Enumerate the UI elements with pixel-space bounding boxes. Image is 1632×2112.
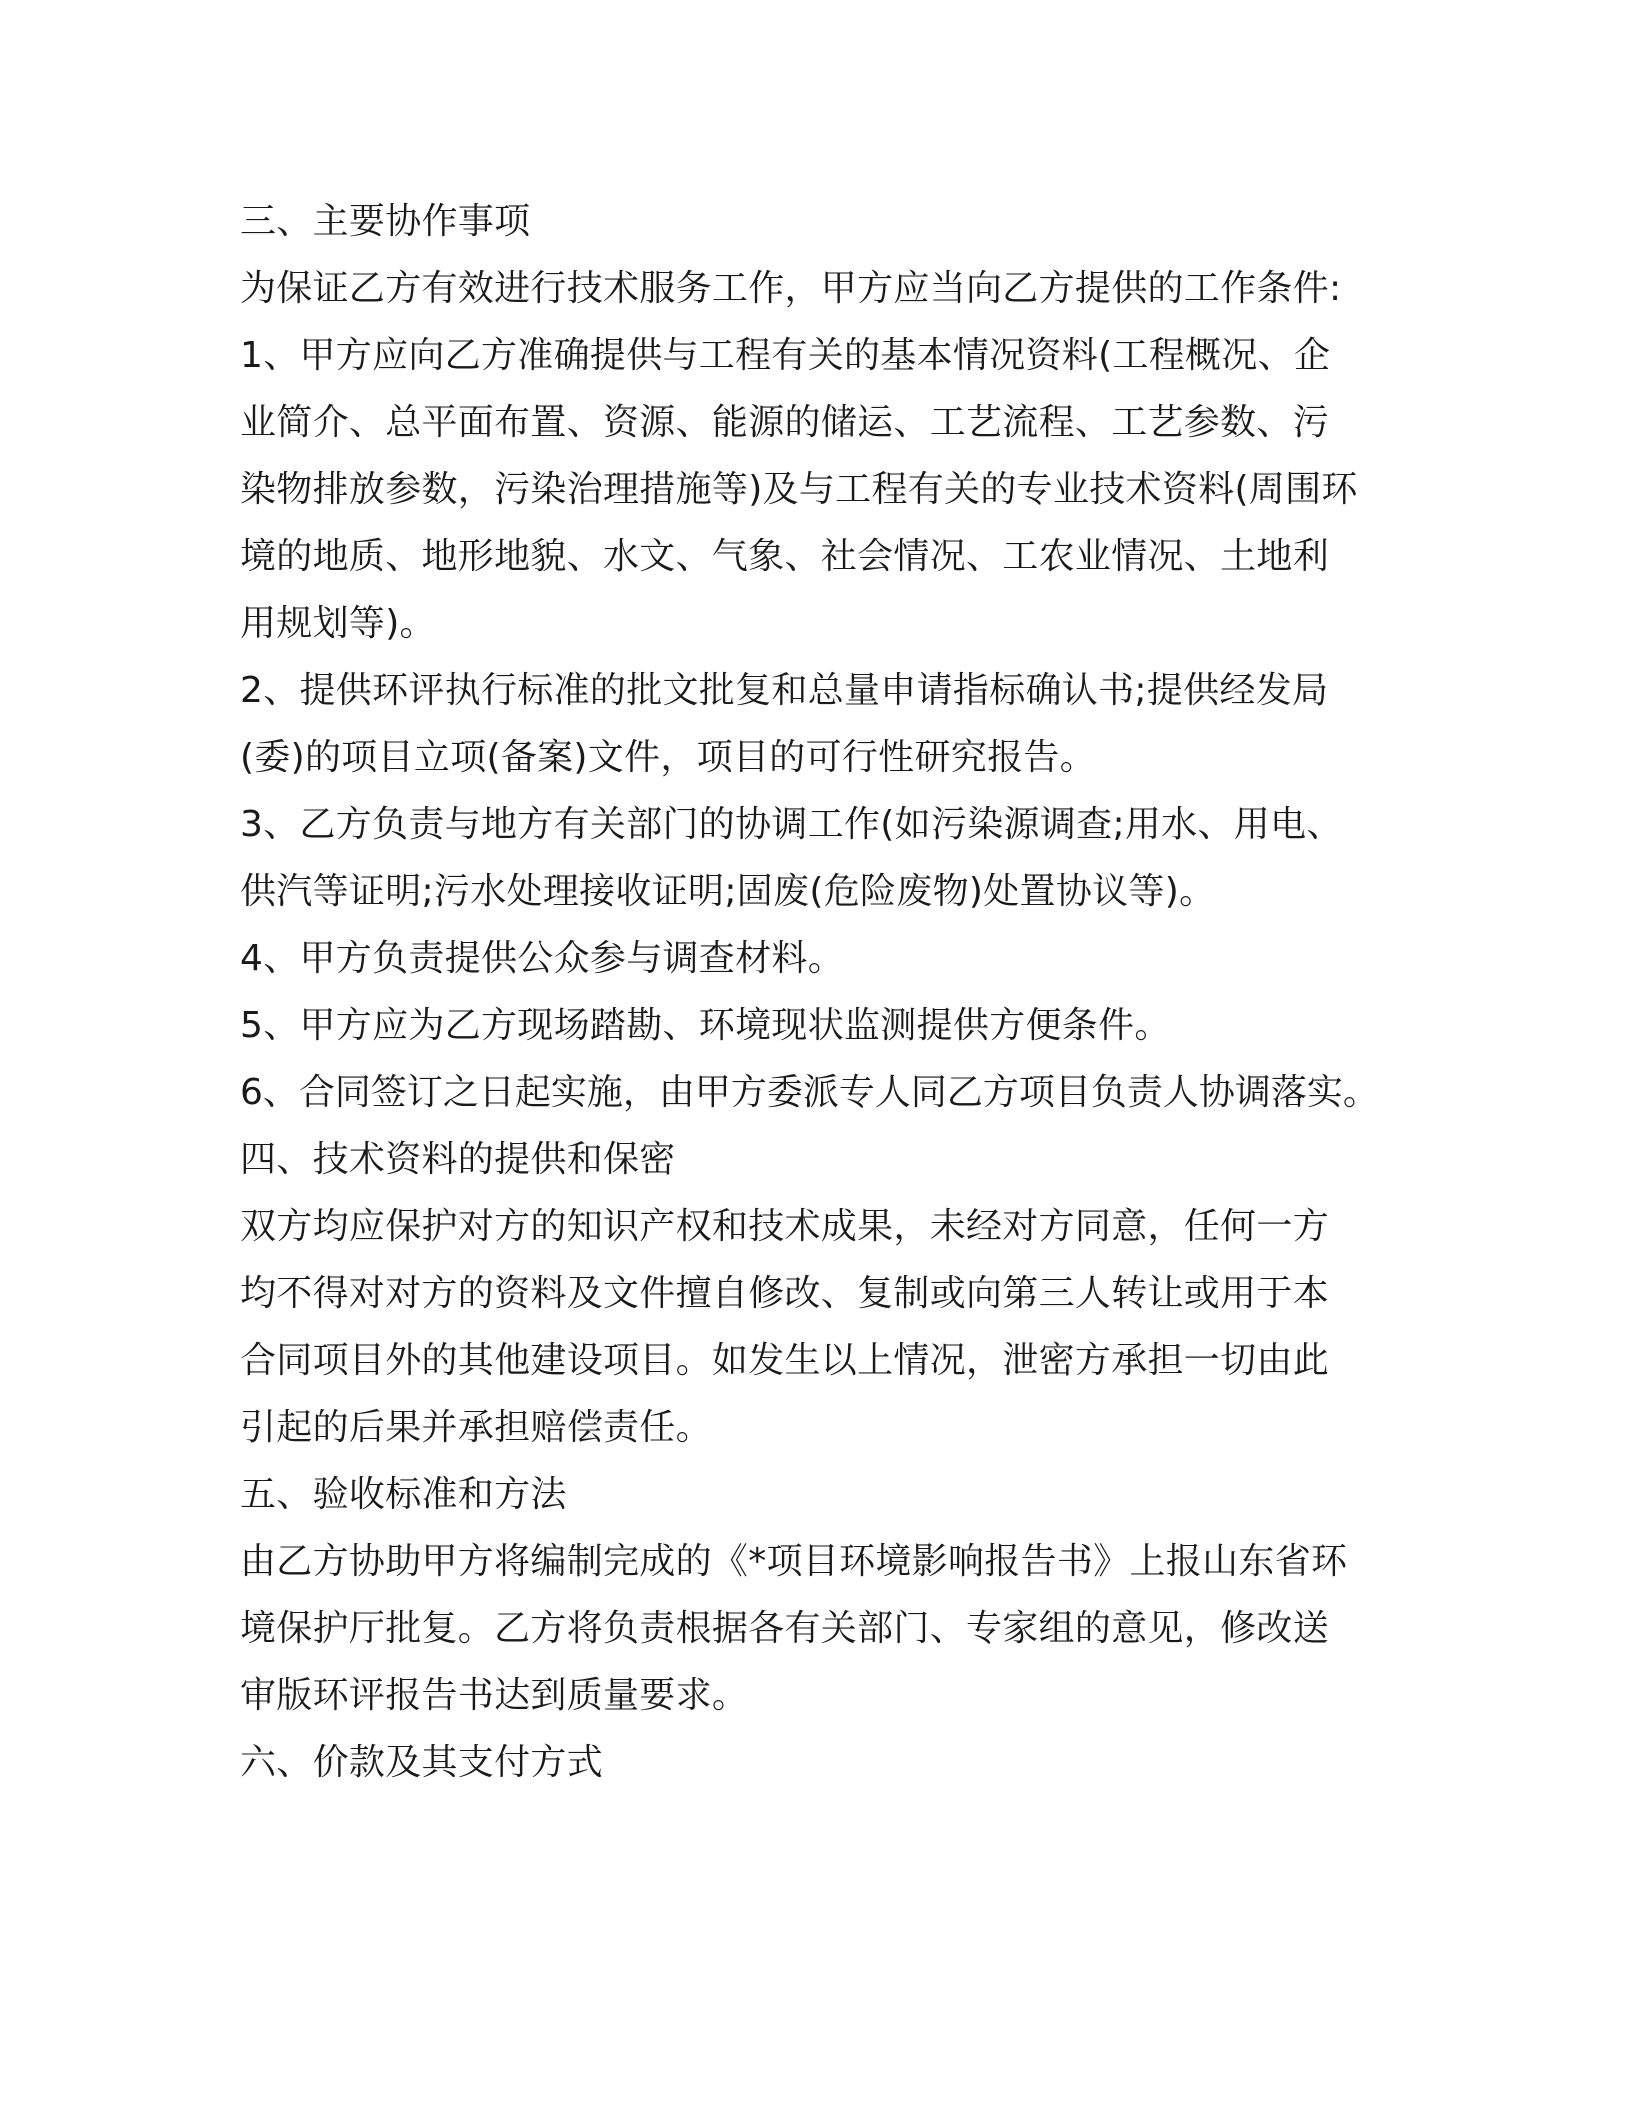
paragraph-line: 双方均应保护对方的知识产权和技术成果，未经对方同意，任何一方 <box>240 1206 1330 1247</box>
list-item-5: 5、甲方应为乙方现场踏勘、环境现状监测提供方便条件。 <box>240 1005 1171 1046</box>
list-item-6: 6、合同签订之日起实施，由甲方委派专人同乙方项目负责人协调落实。 <box>240 1072 1379 1113</box>
paragraph-line: 用规划等)。 <box>240 603 436 644</box>
section-heading-3: 三、主要协作事项 <box>240 201 531 242</box>
list-item-1: 1、甲方应向乙方准确提供与工程有关的基本情况资料(工程概况、企 <box>240 335 1331 376</box>
list-item-2: 2、提供环评执行标准的批文批复和总量申请指标确认书;提供经发局 <box>240 670 1329 711</box>
paragraph-line: 审版环评报告书达到质量要求。 <box>240 1675 749 1716</box>
section-heading-4: 四、技术资料的提供和保密 <box>240 1139 676 1180</box>
document-body <box>240 188 1420 1796</box>
paragraph-line: 业简介、总平面布置、资源、能源的储运、工艺流程、工艺参数、污 <box>240 402 1330 443</box>
paragraph-line: 为保证乙方有效进行技术服务工作，甲方应当向乙方提供的工作条件: <box>240 268 1342 309</box>
paragraph-line: 均不得对对方的资料及文件擅自修改、复制或向第三人转让或用于本 <box>240 1273 1330 1314</box>
paragraph-line: 引起的后果并承担赔偿责任。 <box>240 1407 712 1448</box>
list-item-3: 3、乙方负责与地方有关部门的协调工作(如污染源调查;用水、用电、 <box>240 804 1343 845</box>
list-item-4: 4、甲方负责提供公众参与调查材料。 <box>240 938 845 979</box>
paragraph-line: 由乙方协助甲方将编制完成的《*项目环境影响报告书》上报山东省环 <box>240 1541 1348 1582</box>
paragraph-line: 境的地质、地形地貌、水文、气象、社会情况、工农业情况、土地利 <box>240 536 1330 577</box>
paragraph-line: (委)的项目立项(备案)文件，项目的可行性研究报告。 <box>240 737 1096 778</box>
paragraph-line: 供汽等证明;污水处理接收证明;固废(危险废物)处置协议等)。 <box>240 871 1216 912</box>
section-heading-6: 六、价款及其支付方式 <box>240 1742 604 1783</box>
paragraph-line: 合同项目外的其他建设项目。如发生以上情况，泄密方承担一切由此 <box>240 1340 1330 1381</box>
paragraph-line: 境保护厅批复。乙方将负责根据各有关部门、专家组的意见，修改送 <box>240 1608 1330 1649</box>
paragraph-line: 染物排放参数，污染治理措施等)及与工程有关的专业技术资料(周围环 <box>240 469 1358 510</box>
section-heading-5: 五、验收标准和方法 <box>240 1474 567 1515</box>
